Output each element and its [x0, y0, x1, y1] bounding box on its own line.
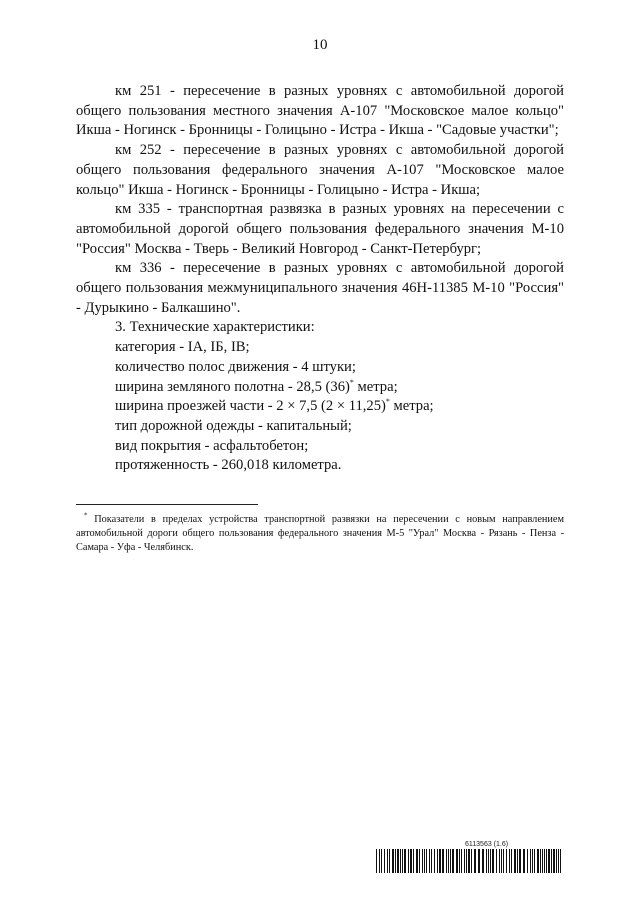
barcode-bar — [381, 849, 382, 873]
barcode-bar — [413, 849, 414, 873]
barcode-bar — [442, 849, 444, 873]
barcode-bar — [532, 849, 533, 873]
barcode-bar — [474, 849, 476, 873]
barcode-bar — [537, 849, 539, 873]
barcode-bar — [422, 849, 423, 873]
characteristics-heading: 3. Технические характеристики: — [115, 319, 315, 336]
barcode-bar — [499, 849, 500, 873]
barcode-bar — [540, 849, 541, 873]
barcode-bar — [461, 849, 462, 873]
barcode-bar — [402, 849, 403, 873]
barcode-bar — [446, 849, 447, 873]
roadbed-width-line — [76, 378, 564, 398]
barcode-bar — [496, 849, 497, 873]
footnote — [76, 513, 564, 555]
barcode-bar — [548, 849, 550, 873]
lanes-line: количество полос движения - 4 штуки; — [115, 358, 356, 375]
barcode-bar — [395, 849, 396, 873]
carriageway-width-unit: метра; — [389, 398, 434, 415]
barcode-bar — [514, 849, 516, 873]
barcode-bar — [490, 849, 491, 873]
barcode-bar — [503, 849, 504, 873]
footnote-text: Показатели в пределах устройства транспортной развязки на пересечении с новым направлением автомобильной дороги общего пользования федерального значения М-5 "Урал" Москва - Рязань - Пенза - Самара - Уфа - Челябинск. — [76, 514, 564, 553]
barcode-bar — [542, 849, 543, 873]
document-code: 6113563 (1.6) — [465, 841, 509, 848]
barcode-bar — [471, 849, 472, 873]
barcode-bar — [384, 849, 385, 873]
barcode-bar — [400, 849, 401, 873]
barcode-bar — [410, 849, 412, 873]
barcode-bar — [379, 849, 380, 873]
barcode-bar — [509, 849, 510, 873]
barcode-bar — [408, 849, 409, 873]
barcode-bar — [450, 849, 451, 873]
barcode — [376, 849, 564, 873]
barcode-bar — [492, 849, 494, 873]
page-number: 10 — [312, 37, 328, 53]
footnote-separator — [76, 504, 258, 505]
paragraph-km-335: км 335 - транспортная развязка в разных уровнях на пересечении с автомобильной дорогой общего пользования федерального значения М-10 "Россия" Москва - Тверь - Великий Новгород - Санкт-Петербург; — [76, 201, 564, 257]
barcode-bar — [464, 849, 465, 873]
barcode-bar — [506, 849, 507, 873]
barcode-bar — [511, 849, 512, 873]
barcode-bar — [551, 849, 552, 873]
barcode-bar — [448, 849, 449, 873]
barcode-bar — [553, 849, 555, 873]
barcode-bar — [534, 849, 535, 873]
barcode-bar — [466, 849, 467, 873]
barcode-bar — [488, 849, 489, 873]
barcode-bar — [389, 849, 390, 873]
barcode-bar — [424, 849, 425, 873]
barcode-bar — [376, 849, 377, 873]
footnote-ref-mark: * — [349, 377, 354, 387]
paragraph-km-251: км 251 - пересечение в разных уровнях с автомобильной дорогой общего пользования местного значения А-107 "Московское малое кольцо" Икша - Ногинск - Бронницы - Голицыно - Истра - Икша - "Садовые участки"; — [76, 83, 564, 139]
barcode-bar — [452, 849, 454, 873]
barcode-bar — [429, 849, 430, 873]
surface-type-line: вид покрытия - асфальтобетон; — [115, 437, 309, 454]
barcode-bar — [387, 849, 388, 873]
barcode-bar — [468, 849, 470, 873]
barcode-bar — [431, 849, 432, 873]
barcode-bar — [530, 849, 531, 873]
roadbed-width-text: ширина земляного полотна - 28,5 (36) — [115, 378, 350, 395]
pavement-type-line: тип дорожной одежды - капитальный; — [115, 417, 352, 434]
carriageway-width-line — [76, 397, 564, 417]
paragraph-km-252: км 252 - пересечение в разных уровнях с автомобильной дорогой общего пользования федерального значения А-107 "Московское малое кольцо" Икша - Ногинск - Бронницы - Голицыно - Истра - Икша; — [76, 142, 564, 198]
barcode-bar — [419, 849, 420, 873]
barcode-bar — [501, 849, 502, 873]
barcode-bar — [426, 849, 427, 873]
length-line: протяженность - 260,018 километра. — [115, 457, 342, 474]
barcode-bar — [544, 849, 545, 873]
paragraph-km-336: км 336 - пересечение в разных уровнях с автомобильной дорогой общего пользования межмуниципального значения 46Н-11385 М-10 "Россия" - Дурыкино - Балкашино". — [76, 260, 564, 316]
barcode-bar — [392, 849, 394, 873]
barcode-bar — [523, 849, 525, 873]
barcode-bar — [437, 849, 438, 873]
barcode-bar — [416, 849, 418, 873]
barcode-bar — [397, 849, 399, 873]
footnote-ref-mark: * — [385, 397, 390, 407]
carriageway-width-text: ширина проезжей части - 2 × 7,5 (2 × 11,25) — [115, 398, 386, 415]
barcode-bar — [456, 849, 458, 873]
barcode-bar — [459, 849, 460, 873]
barcode-bar — [519, 849, 521, 873]
barcode-bar — [527, 849, 528, 873]
barcode-bar — [439, 849, 441, 873]
barcode-bar — [546, 849, 547, 873]
barcode-bar — [478, 849, 480, 873]
category-line: категория - IA, IБ, IB; — [115, 339, 250, 356]
barcode-bar — [404, 849, 406, 873]
roadbed-width-unit: метра; — [353, 378, 398, 395]
barcode-bar — [486, 849, 487, 873]
barcode-bar — [556, 849, 557, 873]
body-text — [76, 82, 564, 476]
footnote-mark: * — [84, 511, 88, 520]
barcode-bar — [558, 849, 559, 873]
barcode-bar — [560, 849, 561, 873]
barcode-bar — [434, 849, 435, 873]
barcode-bar — [517, 849, 518, 873]
barcode-bar — [482, 849, 484, 873]
